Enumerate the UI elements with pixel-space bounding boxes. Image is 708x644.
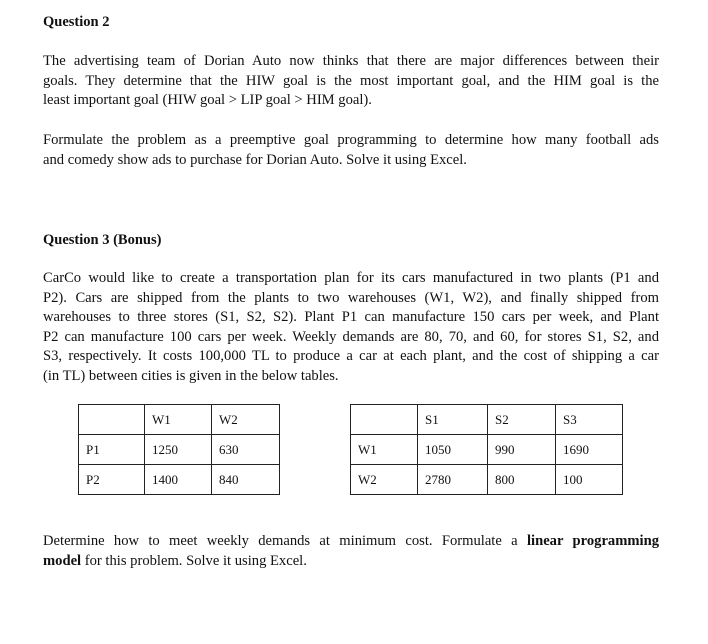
- table-cell: 2780: [418, 465, 488, 495]
- text-line: P2). Cars are shipped from the plants to two warehouses (W1, W2), and finally shipped from: [43, 289, 659, 306]
- question-2-heading: Question 2: [43, 14, 110, 30]
- text-line: The advertising team of Dorian Auto now thinks that there are major differences between their: [43, 53, 659, 69]
- table-header-row: [79, 405, 280, 435]
- table-cell: 800: [488, 465, 556, 495]
- table-header-cell: W2: [212, 405, 280, 435]
- table-header-row: [351, 405, 623, 435]
- table-row-label: P2: [79, 465, 145, 495]
- warehouse-to-store-cost-table: [350, 404, 623, 495]
- text-line: goals. They determine that the HIW goal is the most important goal, and the HIM goal is the: [43, 72, 659, 89]
- text-line: (in TL) between cities is given in the below tables.: [43, 367, 339, 384]
- table-cell: 840: [212, 465, 280, 495]
- table-cell: 100: [556, 465, 623, 495]
- closing-bold-text: model: [43, 552, 82, 569]
- table-cell: 630: [212, 435, 280, 465]
- plant-to-warehouse-cost-table: [78, 404, 280, 495]
- question-3-closing-paragraph: [43, 532, 659, 571]
- table-row-label: W2: [351, 465, 418, 495]
- table-cell: 990: [488, 435, 556, 465]
- table-header-cell: S1: [418, 405, 488, 435]
- table-row: [351, 465, 623, 495]
- table-row: [351, 435, 623, 465]
- text-line: Formulate the problem as a preemptive goal programming to determine how many football ads: [43, 132, 659, 148]
- table-cell: 1050: [418, 435, 488, 465]
- text-line: [43, 532, 659, 552]
- closing-bold-text: linear programming: [526, 533, 660, 549]
- table-header-cell: S2: [488, 405, 556, 435]
- table-cell: 1400: [145, 465, 212, 495]
- closing-text: for this problem. Solve it using Excel.: [81, 552, 307, 569]
- table-row: [79, 465, 280, 495]
- text-line: and comedy show ads to purchase for Dorian Auto. Solve it using Excel.: [43, 151, 467, 168]
- table-header-cell: S3: [556, 405, 623, 435]
- table-row: [79, 435, 280, 465]
- text-line: [43, 552, 659, 572]
- question-2-paragraph-2: [43, 131, 659, 170]
- table-cell: 1690: [556, 435, 623, 465]
- question-3-paragraph: [43, 269, 659, 387]
- table-row-label: P1: [79, 435, 145, 465]
- text-line: S3, respectively. It costs 100,000 TL to produce a car at each plant, and the cost of shipping a car: [43, 348, 659, 365]
- text-line: CarCo would like to create a transportation plan for its cars manufactured in two plants (P1 and: [43, 270, 659, 286]
- table-cell: 1250: [145, 435, 212, 465]
- text-line: warehouses to three stores (S1, S2, S2). Plant P1 can manufacture 150 cars per week, and Plant: [43, 309, 659, 326]
- text-line: least important goal (HIW goal > LIP goal > HIM goal).: [43, 92, 372, 109]
- closing-text: Determine how to meet weekly demands at minimum cost. Formulate a: [43, 533, 527, 549]
- question-2-paragraph-1: [43, 52, 659, 111]
- question-3-heading: Question 3 (Bonus): [43, 232, 162, 248]
- table-row-label: W1: [351, 435, 418, 465]
- table-header-cell: W1: [145, 405, 212, 435]
- table-cell: [351, 405, 418, 435]
- text-line: P2 can manufacture 100 cars per week. Weekly demands are 80, 70, and 60, for stores S1, S2, and: [43, 328, 659, 345]
- table-cell: [79, 405, 145, 435]
